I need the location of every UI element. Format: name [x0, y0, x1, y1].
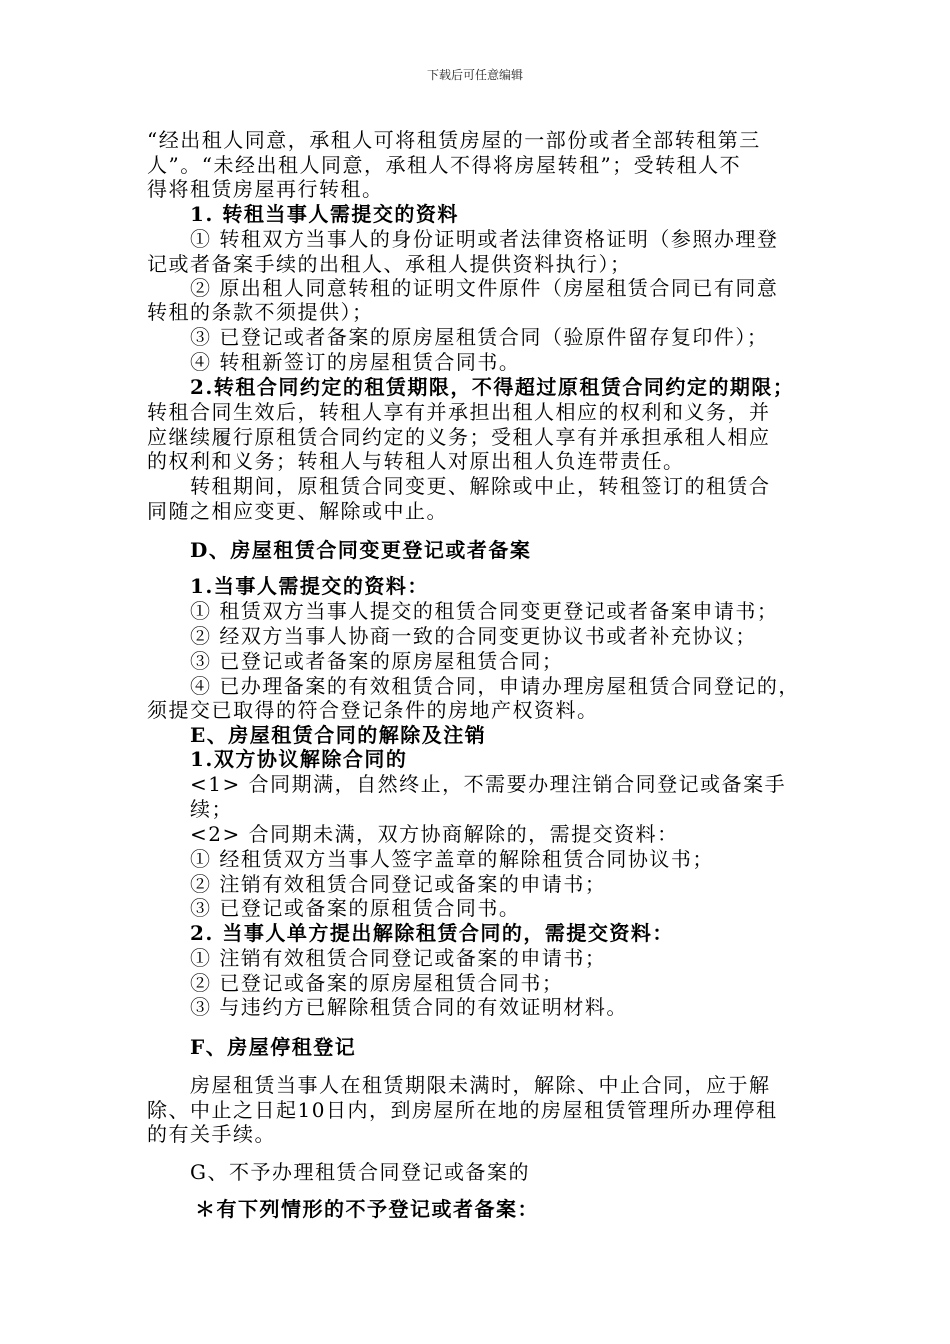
- text-line: ④ 已办理备案的有效租赁合同，申请办理房屋租赁合同登记的，: [190, 674, 800, 698]
- text-line: 须提交已取得的符合登记条件的房地产权资料。: [147, 698, 599, 722]
- text-line: 转租合同生效后，转租人享有并承担出租人相应的权利和义务，并: [147, 400, 771, 424]
- text-line: 续；: [190, 797, 233, 821]
- text-line: ③ 已登记或备案的原租赁合同书。: [190, 896, 521, 920]
- text-line: ① 经租赁双方当事人签字盖章的解除租赁合同协议书；: [190, 847, 714, 871]
- section-heading: 1.双方协议解除合同的: [190, 747, 408, 771]
- page-header: 下载后可任意编辑: [426, 68, 523, 82]
- text-line: ① 转租双方当事人的身份证明或者法律资格证明（参照办理登: [190, 227, 779, 251]
- text-line: 同随之相应变更、解除或中止。: [147, 499, 448, 523]
- text-line: ③ 已登记或者备案的原房屋租赁合同；: [190, 649, 564, 673]
- text-line: 得将租赁房屋再行转租。: [147, 177, 384, 201]
- text-line: 的有关手续。: [147, 1122, 276, 1146]
- text-line: ③ 与违约方已解除租赁合同的有效证明材料。: [190, 995, 628, 1019]
- text-line: ② 已登记或备案的原房屋租赁合同书；: [190, 971, 564, 995]
- text-line: ② 原出租人同意转租的证明文件原件（房屋租赁合同已有同意: [190, 276, 779, 300]
- section-heading: 1.当事人需提交的资料：: [190, 574, 429, 598]
- text-line: 应继续履行原租赁合同约定的义务；受租人享有并承担承租人相应: [147, 425, 771, 449]
- text-line: “经出租人同意，承租人可将租赁房屋的一部份或者全部转租第三: [147, 128, 761, 152]
- text-line: 人”。“未经出租人同意，承租人不得将房屋转租”；受转租人不: [147, 153, 742, 177]
- text-line: 转租期间，原租赁合同变更、解除或中止，转租签订的租赁合: [190, 474, 771, 498]
- section-heading: F、房屋停租登记: [190, 1035, 357, 1059]
- text-line: ② 经双方当事人协商一致的合同变更协议书或者补充协议；: [190, 624, 757, 648]
- section-heading: 2.转租合同约定的租赁期限，不得超过原租赁合同约定的期限；: [190, 375, 795, 399]
- text-line: 除、中止之日起10日内，到房屋所在地的房屋租赁管理所办理停租: [147, 1098, 778, 1122]
- text-line: 房屋租赁当事人在租赁期限未满时，解除、中止合同，应于解: [190, 1073, 771, 1097]
- text-line: ① 租赁双方当事人提交的租赁合同变更登记或者备案申请书；: [190, 599, 779, 623]
- section-heading: E、房屋租赁合同的解除及注销: [190, 723, 487, 747]
- section-heading: 2. 当事人单方提出解除租赁合同的，需提交资料：: [190, 921, 674, 945]
- section-heading: ＊有下列情形的不予登记或者备案：: [195, 1197, 539, 1221]
- text-line: ② 注销有效租赁合同登记或备案的申请书；: [190, 872, 607, 896]
- text-line: 的权利和义务；转租人与转租人对原出租人负连带责任。: [147, 449, 685, 473]
- text-line: G、不予办理租赁合同登记或备案的: [190, 1160, 530, 1184]
- text-line: <1> 合同期满，自然终止，不需要办理注销合同登记或备案手: [190, 772, 787, 796]
- text-line: 记或者备案手续的出租人、承租人提供资料执行）；: [147, 252, 632, 276]
- text-line: ① 注销有效租赁合同登记或备案的申请书；: [190, 946, 607, 970]
- text-line: <2> 合同期未满，双方协商解除的，需提交资料：: [190, 822, 679, 846]
- section-heading: 1. 转租当事人需提交的资料: [190, 202, 459, 226]
- text-line: ④ 转租新签订的房屋租赁合同书。: [190, 350, 521, 374]
- text-line: ③ 已登记或者备案的原房屋租赁合同（验原件留存复印件）；: [190, 325, 769, 349]
- text-line: 转租的条款不须提供）；: [147, 300, 374, 324]
- section-heading: D、房屋租赁合同变更登记或者备案: [190, 538, 532, 562]
